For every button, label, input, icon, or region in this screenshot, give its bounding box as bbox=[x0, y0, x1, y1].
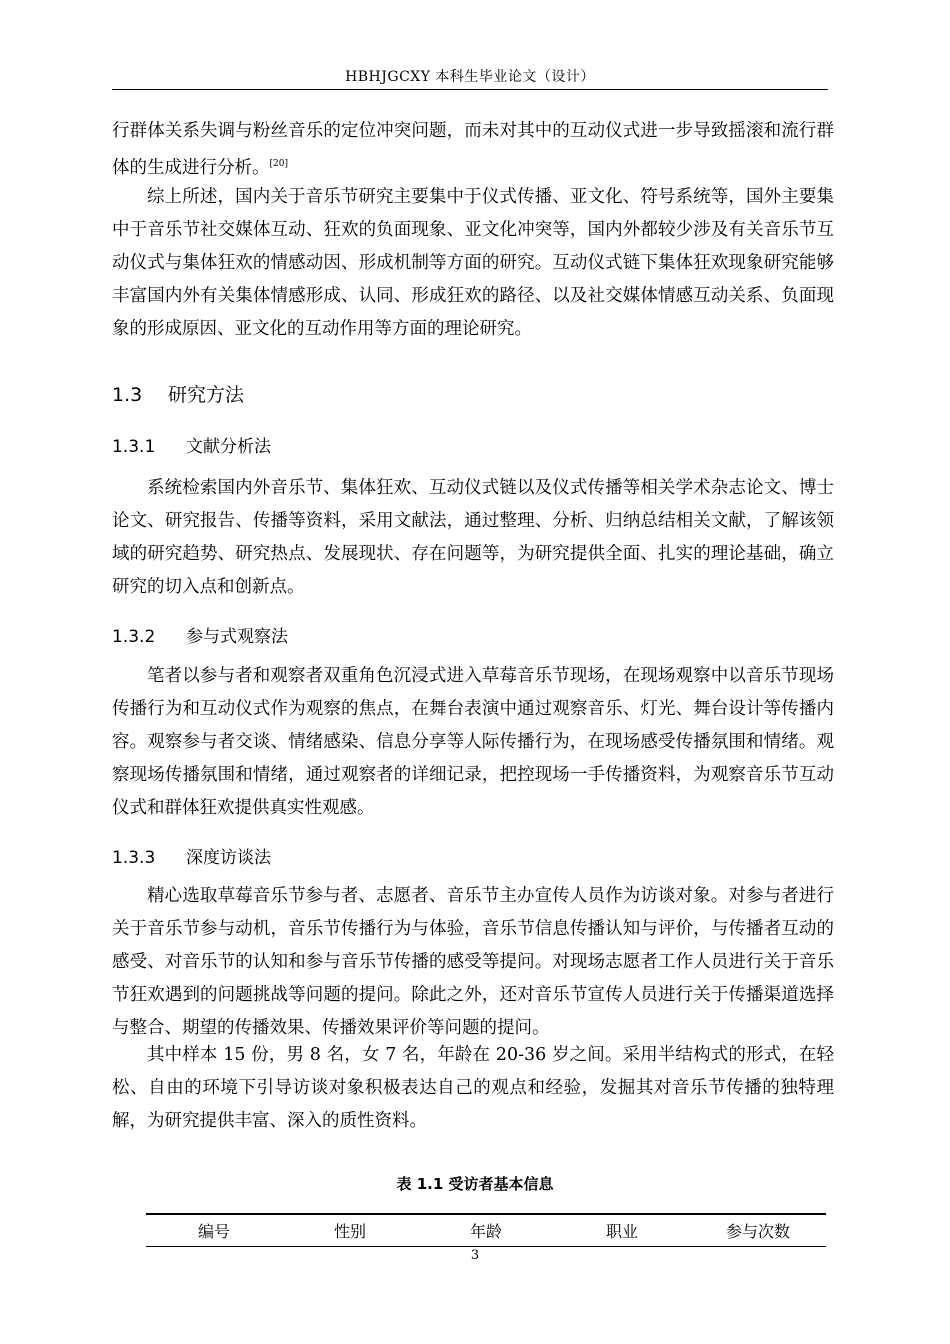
paragraph-observation: 笔者以参与者和观察者双重角色沉浸式进入草莓音乐节现场，在现场观察中以音乐节现场传播行为和互动仪式作为观察的焦点，在舞台表演中通过观察音乐、灯光、舞台设计等传播内容。观察参与者交谈、情绪感染、信息分享等人际传播行为，在现场感受传播氛围和情绪。观察现场传播氛围和情绪，通过观察者的详细记录，把控现场一手传播资料，为观察音乐节互动仪式和群体狂欢提供真实性观感。 bbox=[112, 666, 834, 818]
paragraph-continued bbox=[112, 115, 834, 185]
subsection-title: 参与式观察法 bbox=[186, 627, 288, 647]
subsection-heading-1-3-2 bbox=[112, 622, 288, 647]
column-header-age: 年龄 bbox=[469, 1222, 502, 1241]
respondent-table bbox=[146, 1213, 826, 1247]
subsection-heading-1-3-3 bbox=[112, 843, 271, 868]
subsection-number: 1.3.3 bbox=[112, 848, 156, 868]
paragraph-interview: 精心选取草莓音乐节参与者、志愿者、音乐节主办宣传人员作为访谈对象。对参与者进行关于音乐节参与动机，音乐节传播行为与体验，音乐节信息传播认知与评价，与传播者互动的感受、对音乐节的认知和参与音乐节传播的感受等提问。对现场志愿者工作人员进行关于音乐节狂欢遇到的问题挑战等问题的提问。除此之外，还对音乐节宣传人员进行关于传播渠道选择与整合、期望的传播效果、传播效果评价等问题的提问。 bbox=[112, 886, 834, 1038]
subsection-number: 1.3.1 bbox=[112, 437, 156, 457]
paragraph-literature: 系统检索国内外音乐节、集体狂欢、互动仪式链以及仪式传播等相关学术杂志论文、博士论文、研究报告、传播等资料，采用文献法，通过整理、分析、归纳总结相关文献，了解该领域的研究趋势、研究热点、发展现状、存在问题等，为研究提供全面、扎实的理论基础，确立研究的切入点和创新点。 bbox=[112, 478, 834, 597]
column-header-occupation: 职业 bbox=[605, 1222, 638, 1241]
citation-ref: [20] bbox=[269, 159, 288, 169]
page-number: 3 bbox=[470, 1248, 480, 1263]
column-header-gender: 性别 bbox=[333, 1222, 366, 1241]
section-heading-1-3 bbox=[112, 380, 244, 407]
column-header-id: 编号 bbox=[197, 1222, 230, 1241]
paragraph-sample: 其中样本 15 份，男 8 名，女 7 名，年龄在 20-36 岁之间。采用半结构式的形式，在轻松、自由的环境下引导访谈对象积极表达自己的观点和经验，发掘其对音乐节传播的独特理解，为研究提供丰富、深入的质性资料。 bbox=[112, 1045, 834, 1131]
header-rule bbox=[112, 89, 828, 90]
table-header-row bbox=[146, 1215, 826, 1247]
paragraph-text: 行群体关系失调与粉丝音乐的定位冲突问题，而未对其中的互动仪式进一步导致摇滚和流行群体的生成进行分析。 bbox=[112, 121, 834, 178]
section-number: 1.3 bbox=[112, 384, 143, 406]
table-caption: 表 1.1 受访者基本信息 bbox=[396, 1175, 554, 1193]
subsection-number: 1.3.2 bbox=[112, 627, 156, 647]
subsection-title: 文献分析法 bbox=[186, 437, 271, 457]
column-header-participation-count: 参与次数 bbox=[725, 1222, 790, 1241]
section-title: 研究方法 bbox=[168, 384, 245, 406]
page-header: HBHJGCXY 本科生毕业论文（设计） bbox=[345, 69, 595, 85]
subsection-heading-1-3-1 bbox=[112, 432, 271, 457]
paragraph-summary: 综上所述，国内关于音乐节研究主要集中于仪式传播、亚文化、符号系统等，国外主要集中于音乐节社交媒体互动、狂欢的负面现象、亚文化冲突等，国内外都较少涉及有关音乐节互动仪式与集体狂欢的情感动因、形成机制等方面的研究。互动仪式链下集体狂欢现象研究能够丰富国内外有关集体情感形成、认同、形成狂欢的路径、以及社交媒体情感互动关系、负面现象的形成原因、亚文化的互动作用等方面的理论研究。 bbox=[112, 187, 834, 339]
subsection-title: 深度访谈法 bbox=[186, 848, 271, 868]
